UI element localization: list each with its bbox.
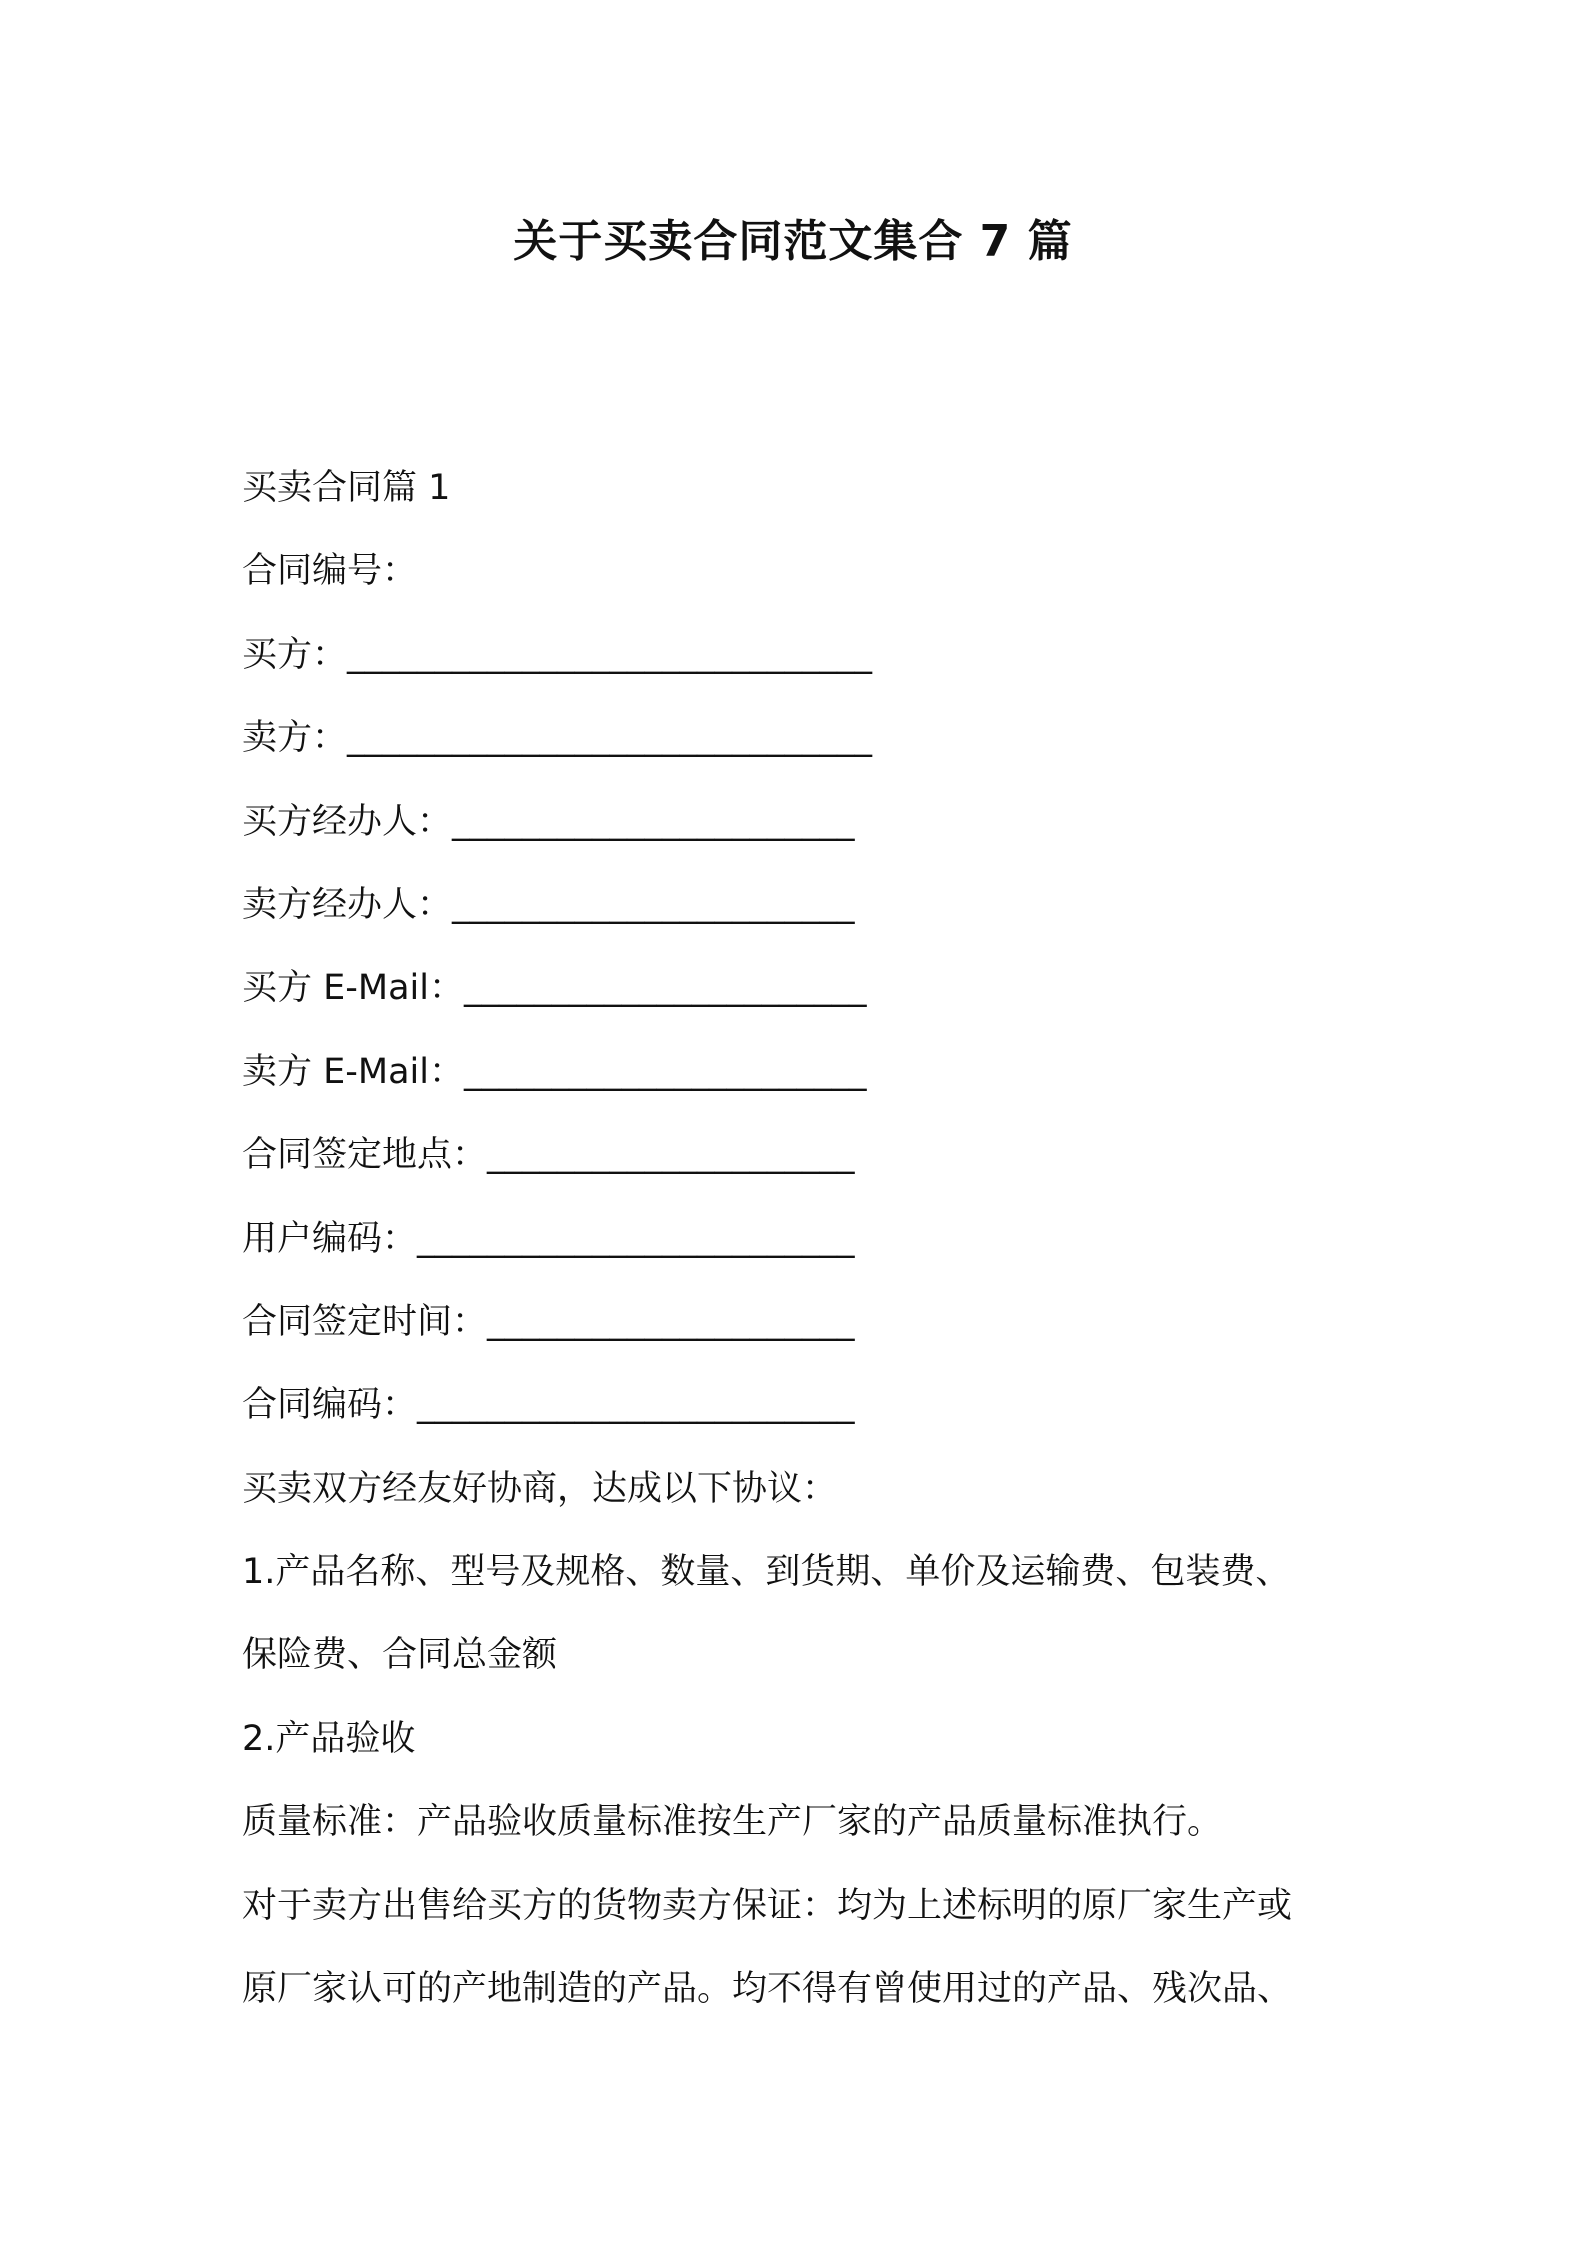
quality-standard-text: 质量标准：产品验收质量标准按生产厂家的产品质量标准执行。 [242, 1802, 1223, 1843]
buyer-field: 买方：______________________________ [242, 634, 873, 675]
clause-2-heading: 2.产品验收 [242, 1718, 416, 1759]
document-body [242, 447, 1362, 2031]
seller-field: 卖方：______________________________ [242, 718, 873, 759]
buyer-agent-field: 买方经办人：_______________________ [242, 801, 855, 842]
signing-place-field: 合同签定地点：_____________________ [242, 1135, 855, 1176]
agreement-intro: 买卖双方经友好协商，达成以下协议： [242, 1468, 838, 1509]
clause-1-line-1: 1.产品名称、型号及规格、数量、到货期、单价及运输费、包装费、 [242, 1552, 1291, 1593]
seller-agent-field: 卖方经办人：_______________________ [242, 884, 855, 925]
contract-number-field: 合同编号： [242, 551, 418, 592]
guarantee-text-line-2: 原厂家认可的产地制造的产品。均不得有曾使用过的产品、残次品、 [242, 1969, 1293, 2010]
seller-email-field: 卖方 E-Mail：_______________________ [242, 1051, 867, 1092]
clause-1-line-2: 保险费、合同总金额 [242, 1635, 558, 1676]
signing-time-field: 合同签定时间：_____________________ [242, 1301, 855, 1342]
user-code-field: 用户编码：_________________________ [242, 1218, 855, 1259]
section-heading: 买卖合同篇 1 [242, 468, 451, 508]
document-title: 关于买卖合同范文集合 7 篇 [513, 216, 1073, 267]
buyer-email-field: 买方 E-Mail：_______________________ [242, 968, 867, 1009]
guarantee-text-line-1: 对于卖方出售给买方的货物卖方保证：均为上述标明的原厂家生产或 [242, 1885, 1293, 1926]
contract-code-field: 合同编码：_________________________ [242, 1385, 855, 1426]
